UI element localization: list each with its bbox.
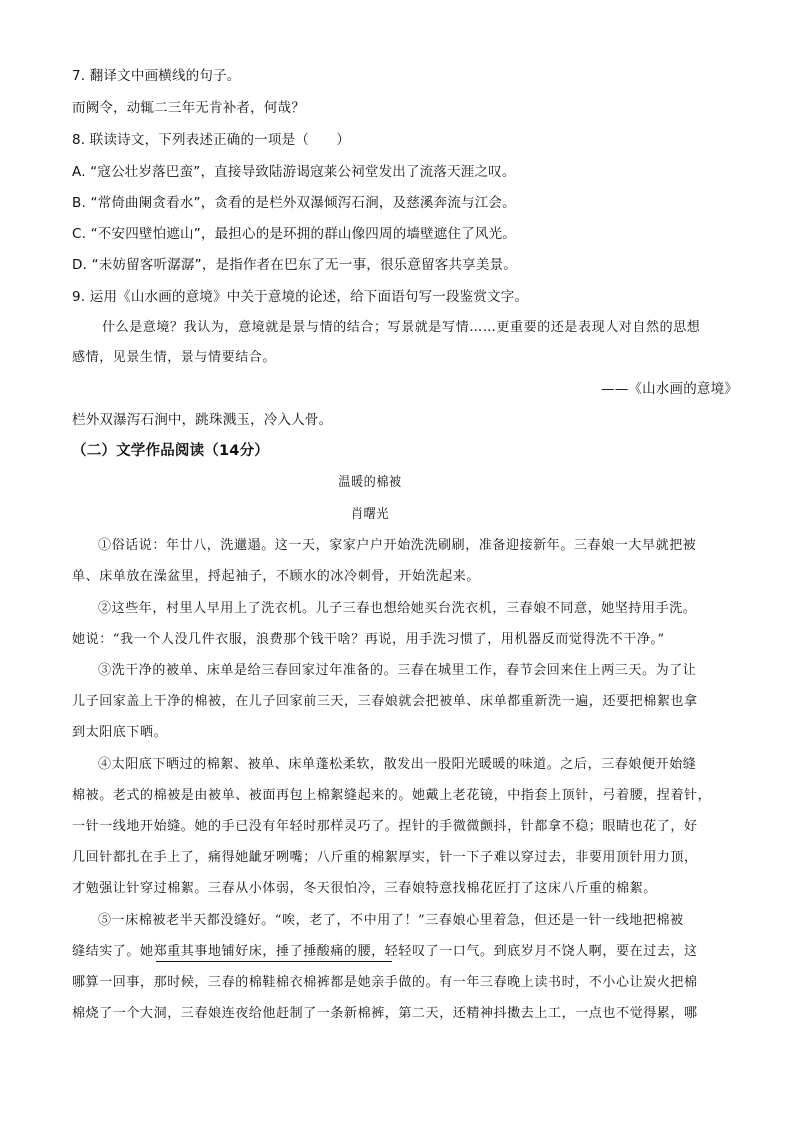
paragraph-4-line-3: 一针一线地开始缝。她的手已没有年轻时那样灵巧了。捏针的手微微颤抖，针都拿不稳；眼睛也花了，好 xyxy=(72,819,698,834)
paragraph-5-line-1: ⑤一床棉被老半天都没缝好。“唉，老了，不中用了！”三春娘心里着急，但还是一针一线地把棉被 xyxy=(98,913,684,928)
paragraph-5-line-4: 棉烧了一个大洞，三春娘连夜给他赶制了一条新棉裤，第二天，还精神抖擞去上工，一点也不觉得累，哪 xyxy=(72,1006,698,1021)
q8-option-a: A. “寇公壮岁落巴蛮”，直接导致陆游谒寇莱公祠堂发出了流落天涯之叹。 xyxy=(72,164,516,180)
paragraph-5-line-2: 缝结实了。她郑重其事地铺好床，捶了捶酸痛的腰，轻轻叹了一口气。到底岁月不饶人啊，要在过去，这 xyxy=(72,944,698,959)
paragraph-4-line-2: 棉被。老式的棉被是由被单、被面再包上棉絮缝起来的。她戴上老花镜，中指套上顶针，弓着腰，捏着针， xyxy=(72,788,712,803)
paragraph-2-line-1: ②这些年，村里人早用上了洗衣机。儿子三春也想给她买台洗衣机，三春娘不同意，她坚持用手洗。 xyxy=(98,601,697,616)
paragraph-3-line-1: ③洗干净的被单、床单是给三春回家过年准备的。三春在城里工作，春节会回来住上两三天。为了让 xyxy=(98,663,697,678)
paragraph-3-line-3: 到太阳底下晒。 xyxy=(72,725,168,740)
paragraph-3-line-2: 儿子回家盖上干净的棉被，在儿子回家前三天，三春娘就会把被单、床单都重新洗一遍，还要把棉絮也拿 xyxy=(72,694,698,709)
q7-sentence: 而阙令，动辄二三年无肯补者，何哉？ xyxy=(72,100,305,116)
paragraph-1-line-2: 单、床单放在澡盆里，捋起袖子，不顾水的冰冷刺骨，开始洗起来。 xyxy=(72,569,481,584)
q9-quote-line-2: 感情，见景生情，景与情要结合。 xyxy=(72,350,277,365)
q8-option-b: B. “常倚曲阑贪看水”，贪看的是栏外双瀑倾泻石涧，及慈溪奔流与江会。 xyxy=(72,195,516,211)
paragraph-4-line-4: 几回针都扎在手上了，痛得她龇牙咧嘴；八斤重的棉絮厚实，针一下子难以穿过去，非要用顶针用力顶， xyxy=(72,850,698,865)
q9-sentence: 栏外双瀑泻石涧中，跳珠溅玉，冷入人骨。 xyxy=(72,412,333,428)
q8-stem: 8. 联读诗文，下列表述正确的一项是（ ） xyxy=(72,132,351,148)
q8-option-d: D. “未妨留客听潺潺”，是指作者在巴东了无一事，很乐意留客共享美景。 xyxy=(72,257,517,273)
q8-option-c: C. “不安四壁怕遮山”，最担心的是环拥的群山像四周的墙壁遮住了风光。 xyxy=(72,226,516,242)
paragraph-4-line-5: 才勉强让针穿过棉絮。三春从小体弱，冬天很怕冷，三春娘特意找棉花匠打了这床八斤重的棉絮。 xyxy=(72,881,657,896)
paragraph-5-line-3: 哪算一回事，那时候，三春的棉鞋棉衣棉裤都是她亲手做的。有一年三春晚上读书时，不小心让炭火把棉 xyxy=(72,975,698,990)
underline-mark xyxy=(156,961,392,962)
paragraph-2-line-2: 她说：“我一个人没几件衣服，浪费那个钱干啥？再说，用手洗习惯了，用机器反而觉得洗不干净。” xyxy=(72,632,665,647)
article-author: 肖曙光 xyxy=(350,507,390,522)
q9-stem: 9. 运用《山水画的意境》中关于意境的论述，给下面语句写一段鉴赏文字。 xyxy=(72,289,529,305)
paragraph-4-line-1: ④太阳底下晒过的棉絮、被单、床单蓬松柔软，散发出一股阳光暖暖的味道。之后，三春娘便开始缝 xyxy=(98,757,697,772)
section-heading: （二）文学作品阅读（14分） xyxy=(72,443,269,459)
article-title: 温暖的棉被 xyxy=(338,475,402,490)
q7-stem: 7. 翻译文中画横线的句子。 xyxy=(72,68,241,84)
q9-quote-line-1: 什么是意境？我认为，意境就是景与情的结合；写景就是写情……更重要的还是表现人对自然的思想 xyxy=(102,320,701,335)
q9-quote-source: ——《山水画的意境》 xyxy=(601,381,738,397)
paragraph-1-line-1: ①俗话说：年廿八，洗邋遢。这一天，家家户户开始洗洗刷刷，准备迎接新年。三春娘一大早就把被 xyxy=(98,538,697,553)
